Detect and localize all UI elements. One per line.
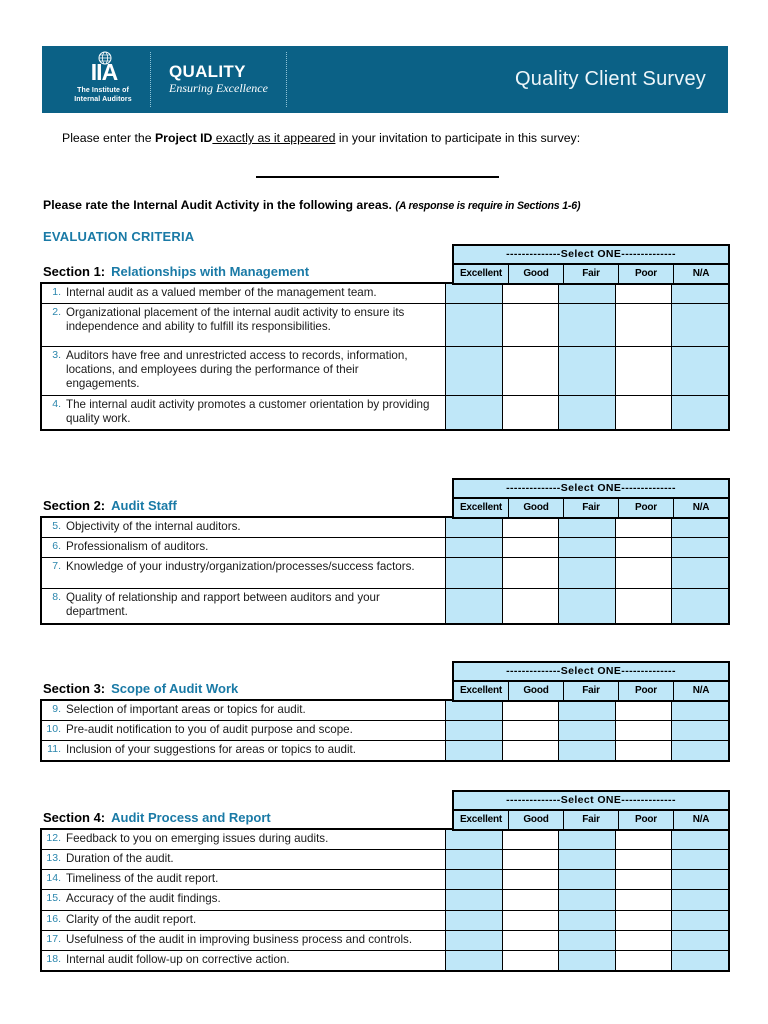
globe-icon (97, 51, 113, 72)
table-row (41, 589, 729, 624)
section-name: Audit Staff (111, 498, 177, 513)
rating-cell-good[interactable] (502, 395, 559, 430)
rating-cell-good[interactable] (502, 283, 559, 304)
rating-cell-good[interactable] (502, 870, 559, 890)
rating-cell-excellent[interactable] (446, 395, 503, 430)
rating-cell-poor[interactable] (615, 347, 672, 395)
rating-cell-na[interactable] (672, 589, 729, 624)
table-row (41, 950, 729, 971)
question-cell (41, 700, 446, 721)
rating-cell-na[interactable] (672, 538, 729, 558)
section-name: Scope of Audit Work (111, 681, 239, 696)
section-title-2 (43, 498, 177, 513)
rating-column-header-poor: Poor (619, 682, 674, 700)
quality-tagline: Ensuring Excellence (169, 81, 268, 96)
table-row (41, 517, 729, 538)
question-text: Clarity of the audit report. (66, 912, 197, 926)
table-row (41, 890, 729, 910)
rating-cell-good[interactable] (502, 890, 559, 910)
question-number: 4. (52, 397, 61, 410)
rating-cell-good[interactable] (502, 700, 559, 721)
question-text: Inclusion of your suggestions for areas or topics to audit. (66, 743, 357, 757)
rating-cell-fair[interactable] (559, 304, 616, 347)
section-header-2 (40, 478, 730, 516)
rating-column-header-excellent: Excellent (454, 682, 509, 700)
rating-cell-excellent[interactable] (446, 589, 503, 624)
rating-cell-good[interactable] (502, 829, 559, 850)
table-row (41, 304, 729, 347)
rating-cell-poor[interactable] (615, 721, 672, 741)
table-row (41, 829, 729, 850)
rating-column-header-fair: Fair (564, 499, 619, 517)
question-text: Duration of the audit. (66, 852, 174, 866)
question-number: 9. (52, 703, 61, 715)
rating-column-header-good: Good (509, 265, 564, 283)
rating-column-header-fair: Fair (564, 811, 619, 829)
select-one-label: --------------Select ONE-------------- (454, 792, 728, 811)
rating-cell-poor[interactable] (615, 538, 672, 558)
rating-cell-good[interactable] (502, 589, 559, 624)
table-row (41, 910, 729, 930)
question-text: Accuracy of the audit findings. (66, 892, 221, 906)
question-number: 11. (47, 743, 61, 756)
intro-suffix: in your invitation to participate in this survey: (335, 131, 581, 145)
rating-cell-na[interactable] (672, 850, 729, 870)
rating-cell-good[interactable] (502, 304, 559, 347)
section-title-1 (43, 264, 309, 279)
section-title-3 (43, 681, 238, 696)
rating-cell-good[interactable] (502, 558, 559, 589)
question-text: Knowledge of your industry/organization/processes/success factors. (66, 560, 415, 574)
section-label: Section 2: (43, 498, 106, 513)
rating-cell-excellent[interactable] (446, 347, 503, 395)
rating-header-1 (452, 244, 730, 285)
rating-cell-fair[interactable] (559, 589, 616, 624)
rating-cell-fair[interactable] (559, 930, 616, 950)
iia-logo-mark (89, 54, 117, 84)
question-number: 16. (46, 912, 61, 925)
question-text: Internal audit follow-up on corrective action. (66, 952, 290, 966)
section-header-3 (40, 661, 730, 699)
project-id-input-line[interactable] (256, 176, 499, 178)
quality-brand (151, 46, 268, 113)
rating-column-header-good: Good (509, 811, 564, 829)
rating-cell-fair[interactable] (559, 870, 616, 890)
table-row (41, 700, 729, 721)
rating-column-header-na: N/A (674, 682, 728, 700)
question-number: 1. (52, 286, 61, 298)
rate-instruction-note: (A response is require in Sections 1-6) (395, 200, 581, 212)
quality-wordmark: QUALITY (169, 61, 246, 81)
rating-cell-poor[interactable] (615, 910, 672, 930)
question-text: Quality of relationship and rapport between auditors and your department. (66, 591, 380, 619)
rating-cell-poor[interactable] (615, 700, 672, 721)
rating-column-headers (454, 265, 728, 283)
rating-cell-na[interactable] (672, 721, 729, 741)
iia-tagline-line-2: Internal Auditors (74, 96, 132, 103)
section-block-3 (40, 661, 730, 762)
iia-tagline-line-1: The Institute of (77, 87, 129, 95)
rating-cell-poor[interactable] (615, 829, 672, 850)
table-row (41, 347, 729, 395)
section-label: Section 4: (43, 810, 106, 825)
rating-column-header-excellent: Excellent (454, 265, 509, 283)
section-label: Section 3: (43, 681, 106, 696)
section-label: Section 1: (43, 264, 106, 279)
rating-column-header-good: Good (509, 499, 564, 517)
rating-column-headers (454, 811, 728, 829)
question-number: 10. (46, 723, 61, 736)
rating-cell-good[interactable] (502, 538, 559, 558)
question-number: 7. (52, 560, 61, 573)
rate-instruction-main: Please rate the Internal Audit Activity in the following areas. (43, 198, 392, 212)
question-table-2 (40, 516, 730, 625)
rating-cell-na[interactable] (672, 347, 729, 395)
rating-cell-fair[interactable] (559, 890, 616, 910)
question-text: Selection of important areas or topics for audit. (66, 703, 306, 716)
rating-cell-good[interactable] (502, 950, 559, 971)
rating-header-4 (452, 790, 730, 831)
rating-cell-na[interactable] (672, 283, 729, 304)
question-text: The internal audit activity promotes a customer orientation by providing quality work. (66, 397, 430, 425)
rating-cell-excellent[interactable] (446, 930, 503, 950)
rating-cell-poor[interactable] (615, 870, 672, 890)
rating-cell-fair[interactable] (559, 283, 616, 304)
question-cell (41, 347, 446, 395)
question-number: 15. (46, 892, 61, 905)
intro-prefix: Please enter the (62, 131, 155, 145)
rating-cell-poor[interactable] (615, 589, 672, 624)
table-row (41, 930, 729, 950)
question-number: 17. (46, 932, 61, 945)
rating-cell-poor[interactable] (615, 517, 672, 538)
question-cell (41, 850, 446, 870)
rating-header-2 (452, 478, 730, 519)
rating-cell-excellent[interactable] (446, 517, 503, 538)
rate-instruction (43, 198, 733, 212)
question-cell (41, 829, 446, 850)
table-row (41, 741, 729, 762)
question-text: Internal audit as a valued member of the management team. (66, 286, 377, 299)
rating-cell-na[interactable] (672, 558, 729, 589)
select-one-label: --------------Select ONE-------------- (454, 246, 728, 265)
rating-cell-excellent[interactable] (446, 870, 503, 890)
rating-column-header-fair: Fair (564, 682, 619, 700)
rating-cell-fair[interactable] (559, 850, 616, 870)
table-row (41, 283, 729, 304)
rating-cell-na[interactable] (672, 304, 729, 347)
rating-cell-poor[interactable] (615, 930, 672, 950)
section-name: Audit Process and Report (111, 810, 271, 825)
iia-logo (42, 46, 150, 113)
question-number: 14. (46, 872, 61, 885)
question-cell (41, 589, 446, 624)
rating-cell-na[interactable] (672, 395, 729, 430)
section-title-4 (43, 810, 271, 825)
rating-cell-na[interactable] (672, 870, 729, 890)
rating-cell-poor[interactable] (615, 395, 672, 430)
section-name: Relationships with Management (111, 264, 310, 279)
rating-cell-excellent[interactable] (446, 283, 503, 304)
rating-cell-fair[interactable] (559, 950, 616, 971)
question-text: Organizational placement of the internal audit activity to ensure its independence and ability to fulfill its responsibilities. (66, 306, 405, 334)
rating-cell-good[interactable] (502, 910, 559, 930)
rating-cell-poor[interactable] (615, 890, 672, 910)
question-number: 5. (52, 520, 61, 532)
table-row (41, 538, 729, 558)
rating-column-header-poor: Poor (619, 265, 674, 283)
section-block-1 (40, 244, 730, 431)
project-id-instruction (62, 131, 722, 145)
rating-cell-fair[interactable] (559, 517, 616, 538)
rating-column-header-fair: Fair (564, 265, 619, 283)
question-number: 8. (52, 591, 61, 604)
header-spacer (287, 46, 515, 113)
rating-cell-excellent[interactable] (446, 538, 503, 558)
question-text: Auditors have free and unrestricted access to records, information, locations, and employees during the performance of their engagements. (66, 349, 408, 391)
rating-cell-fair[interactable] (559, 721, 616, 741)
question-cell (41, 517, 446, 538)
question-cell (41, 890, 446, 910)
rating-cell-na[interactable] (672, 890, 729, 910)
rating-column-header-excellent: Excellent (454, 811, 509, 829)
rating-cell-na[interactable] (672, 950, 729, 971)
rating-cell-excellent[interactable] (446, 850, 503, 870)
question-cell (41, 910, 446, 930)
page-header-banner (42, 46, 728, 113)
rating-cell-fair[interactable] (559, 538, 616, 558)
section-block-2 (40, 478, 730, 625)
rating-cell-good[interactable] (502, 347, 559, 395)
section-block-4 (40, 790, 730, 972)
question-table-1 (40, 282, 730, 431)
iia-logo-letters: IIA (90, 59, 118, 86)
rating-cell-fair[interactable] (559, 741, 616, 762)
question-text: Professionalism of auditors. (66, 540, 209, 554)
rating-cell-excellent[interactable] (446, 700, 503, 721)
rating-column-header-na: N/A (674, 265, 728, 283)
rating-cell-na[interactable] (672, 910, 729, 930)
question-cell (41, 558, 446, 589)
intro-project-id-bold: Project ID (154, 131, 213, 145)
question-number: 13. (46, 852, 61, 865)
rating-cell-good[interactable] (502, 930, 559, 950)
page-title: Quality Client Survey (515, 68, 706, 90)
section-header-4 (40, 790, 730, 828)
rating-cell-poor[interactable] (615, 304, 672, 347)
question-text: Timeliness of the audit report. (66, 872, 219, 886)
rating-column-headers (454, 682, 728, 700)
rating-cell-poor[interactable] (615, 950, 672, 971)
rating-cell-good[interactable] (502, 721, 559, 741)
question-cell (41, 870, 446, 890)
rating-cell-excellent[interactable] (446, 950, 503, 971)
rating-column-header-excellent: Excellent (454, 499, 509, 517)
question-cell (41, 283, 446, 304)
question-table-3 (40, 699, 730, 762)
rating-column-header-poor: Poor (619, 811, 674, 829)
rating-cell-fair[interactable] (559, 829, 616, 850)
question-cell (41, 395, 446, 430)
question-cell (41, 950, 446, 971)
rating-cell-poor[interactable] (615, 283, 672, 304)
rating-cell-excellent[interactable] (446, 741, 503, 762)
iia-logo-tagline (74, 87, 131, 105)
select-one-label: --------------Select ONE-------------- (454, 663, 728, 682)
rating-column-headers (454, 499, 728, 517)
rating-cell-fair[interactable] (559, 347, 616, 395)
question-number: 12. (46, 832, 61, 844)
rating-cell-excellent[interactable] (446, 558, 503, 589)
rating-cell-fair[interactable] (559, 910, 616, 930)
question-cell (41, 721, 446, 741)
table-row (41, 850, 729, 870)
rating-cell-excellent[interactable] (446, 721, 503, 741)
intro-underlined: exactly as it appeared (212, 131, 336, 145)
evaluation-criteria-heading: EVALUATION CRITERIA (43, 229, 195, 244)
table-row (41, 395, 729, 430)
question-text: Usefulness of the audit in improving business process and controls. (66, 932, 413, 946)
select-one-label: --------------Select ONE-------------- (454, 480, 728, 499)
rating-cell-poor[interactable] (615, 741, 672, 762)
rating-cell-poor[interactable] (615, 558, 672, 589)
table-row (41, 558, 729, 589)
question-number: 18. (46, 952, 61, 965)
rating-cell-excellent[interactable] (446, 890, 503, 910)
rating-cell-fair[interactable] (559, 395, 616, 430)
rating-cell-good[interactable] (502, 741, 559, 762)
rating-cell-good[interactable] (502, 850, 559, 870)
rating-column-header-poor: Poor (619, 499, 674, 517)
question-text: Objectivity of the internal auditors. (66, 520, 241, 533)
rating-cell-na[interactable] (672, 741, 729, 762)
rating-cell-na[interactable] (672, 700, 729, 721)
table-row (41, 870, 729, 890)
rating-cell-na[interactable] (672, 930, 729, 950)
question-text: Pre-audit notification to you of audit purpose and scope. (66, 723, 353, 737)
rating-cell-good[interactable] (502, 517, 559, 538)
rating-cell-na[interactable] (672, 829, 729, 850)
question-cell (41, 930, 446, 950)
rating-cell-fair[interactable] (559, 700, 616, 721)
rating-cell-excellent[interactable] (446, 910, 503, 930)
rating-header-3 (452, 661, 730, 702)
rating-column-header-good: Good (509, 682, 564, 700)
rating-cell-excellent[interactable] (446, 304, 503, 347)
rating-cell-excellent[interactable] (446, 829, 503, 850)
question-number: 2. (52, 306, 61, 319)
question-text: Feedback to you on emerging issues during audits. (66, 832, 329, 845)
rating-cell-na[interactable] (672, 517, 729, 538)
question-cell (41, 538, 446, 558)
table-row (41, 721, 729, 741)
question-table-4 (40, 828, 730, 972)
rating-cell-poor[interactable] (615, 850, 672, 870)
question-cell (41, 304, 446, 347)
rating-cell-fair[interactable] (559, 558, 616, 589)
section-header-1 (40, 244, 730, 282)
question-number: 6. (52, 540, 61, 553)
question-cell (41, 741, 446, 762)
question-number: 3. (52, 349, 61, 362)
rating-column-header-na: N/A (674, 811, 728, 829)
rating-column-header-na: N/A (674, 499, 728, 517)
